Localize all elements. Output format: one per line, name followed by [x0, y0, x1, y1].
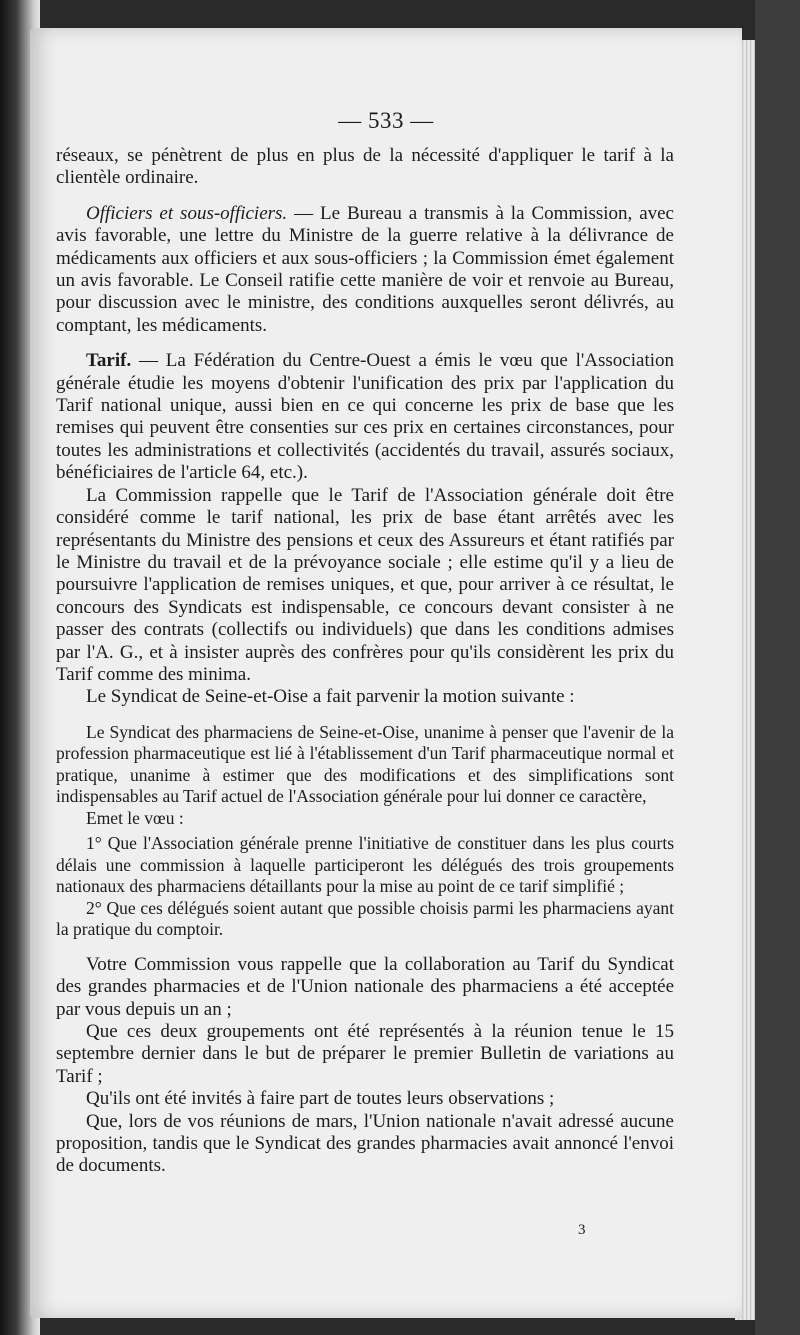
section-heading: Officiers et sous-officiers.	[86, 202, 288, 224]
paragraph: réseaux, se pénètrent de plus en plus de la nécessité d'appliquer le tarif à la clientèle ordinaire.	[56, 145, 674, 189]
signature-mark: 3	[578, 1222, 586, 1238]
paragraph: Qu'ils ont été invités à faire part de toutes leurs observations ;	[86, 1088, 555, 1110]
page-number: — 533 —	[338, 108, 434, 133]
page-body	[56, 145, 674, 1178]
quoted-motion: Le Syndicat des pharmaciens de Seine-et-Oise, unanime à penser que l'avenir de la profession pharmaceutique est lié à l'établissement d'un Tarif pharmaceutique normal et pratique, unanime à estimer que des modifications et des simplifications sont indispensables au Tarif actuel de l'Association générale pour lui donner ce caractère,	[56, 721, 674, 807]
book-page	[30, 28, 742, 1318]
quoted-motion: 1° Que l'Association générale prenne l'initiative de constituer dans les plus courts délais une commission à laquelle participeront les délégués des trois groupements nationaux des pharmaciens détaillants pour la mise au point de ce tarif simplifié ;	[56, 833, 674, 897]
quoted-motion: 2° Que ces délégués soient autant que possible choisis parmi les pharmaciens ayant la pratique du comptoir.	[56, 897, 674, 940]
paragraph: Tarif. — La Fédération du Centre-Ouest a émis le vœu que l'Association générale étudie les moyens d'obtenir l'unification des prix par l'application du Tarif national unique, aussi bien en ce qui concerne les prix de base que les remises qui peuvent être consenties sur ces prix en certaines circonstances, pour toutes les administrations et collectivités (accidentés du travail, assurés sociaux, bénéficiaires de l'article 64, etc.).	[56, 350, 674, 484]
scan-background	[755, 0, 800, 1335]
paragraph: Officiers et sous-officiers. — Le Bureau a transmis à la Commission, avec avis favorable, une lettre du Ministre de la guerre relative à la délivrance de médicaments aux officiers et aux sous-officiers ; la Commission émet également un avis favorable. Le Conseil ratifie cette manière de voir et renvoie au Bureau, pour discussion avec le ministre, des conditions auxquelles seront délivrés, au comptant, les médicaments.	[56, 202, 674, 336]
paragraph: Votre Commission vous rappelle que la collaboration au Tarif du Syndicat des grandes pharmacies et de l'Union nationale des pharmaciens a été acceptée par vous depuis un an ;	[56, 953, 674, 1020]
paragraph: Le Syndicat de Seine-et-Oise a fait parvenir la motion suivante :	[86, 686, 575, 708]
paragraph: La Commission rappelle que le Tarif de l'Association générale doit être considéré comme le tarif national, les prix de base étant arrêtés avec les représentants du Ministre des pensions et ceux des Assureurs et étant ratifiés par le Ministre du travail et de la prévoyance sociale ; elle estime qu'il y a lieu de poursuivre l'application de remises uniques, et que, pour arriver à ce résultat, le concours des Syndicats est indispensable, ce concours devant consister à ne passer des contrats (collectifs ou individuels) que dans les conditions admises par l'A. G., et à insister auprès des confrères pour qu'ils considèrent les prix du Tarif comme des minima.	[56, 484, 674, 685]
paragraph: Que, lors de vos réunions de mars, l'Union nationale n'avait adressé aucune proposition, tandis que le Syndicat des grandes pharmacies avait annoncé l'envoi de documents.	[56, 1110, 674, 1177]
quoted-motion: Emet le vœu :	[86, 807, 184, 828]
paragraph: Que ces deux groupements ont été représentés à la réunion tenue le 15 septembre dernier dans le but de préparer le premier Bulletin de variations au Tarif ;	[56, 1020, 674, 1087]
section-heading: Tarif.	[86, 350, 132, 372]
